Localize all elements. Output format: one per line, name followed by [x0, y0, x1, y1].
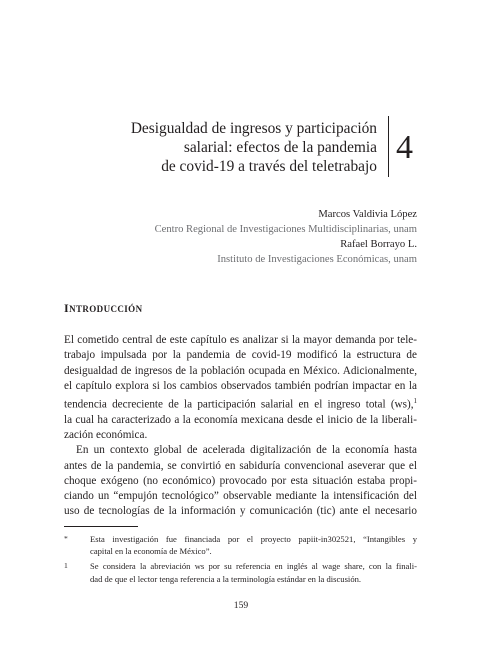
footnote-item	[64, 533, 417, 557]
body-line: choque exógeno (no económico) provocado por esta situación estaba propi-	[64, 474, 417, 487]
page-number: 159	[233, 600, 249, 611]
footnote-line: capital en la economía de México”.	[90, 546, 212, 557]
chapter-title-line-3: de covid-19 a través del teletrabajo	[161, 158, 377, 175]
body-line: la cual ha caracterizado a la economía mexicana desde el inicio de la liberali-	[64, 413, 417, 426]
body-text	[64, 333, 417, 520]
chapter-title-line-1: Desigualdad de ingresos y participación	[130, 120, 377, 137]
footnote-line: dad de que el lector tenga referencia a la terminología estándar en la discusión.	[90, 573, 362, 584]
footnote-line: Esta investigación fue financiada por el proyecto papiit-in302521, “Intangibles y	[90, 534, 417, 544]
body-line-with-footnote	[64, 394, 417, 413]
chapter-divider	[388, 116, 389, 177]
footnote-ref-1[interactable]: 1	[413, 397, 417, 405]
footnotes	[64, 533, 417, 588]
footnote-item	[64, 560, 417, 584]
body-line: El cometido central de este capítulo es analizar si la mayor demanda por tele-	[64, 334, 417, 346]
section-heading-rest: NTRODUCCIÓN	[69, 304, 143, 314]
author-name-1: Marcos Valdivia López	[318, 209, 417, 220]
author-name-2: Rafael Borrayo L.	[340, 239, 417, 250]
footnote-divider	[64, 526, 138, 527]
body-line: ciando un “empujón tecnológico” observable mediante la intensificación del	[64, 490, 417, 503]
section-heading	[64, 301, 142, 316]
body-line: uso de tecnologías de la información y comunicación (tic) ante el necesario	[64, 505, 417, 518]
body-line: En un contexto global de acelerada digitalización de la economía hasta	[76, 444, 417, 457]
footnote-mark: *	[64, 534, 68, 543]
chapter-title-line-2: salarial: efectos de la pandemia	[183, 139, 377, 156]
author-block	[57, 207, 417, 267]
body-line: trabajo impulsada por la pandemia de covid-19 modificó la estructura de	[64, 349, 417, 362]
body-line: desigualdad de ingresos de la población ocupada en México. Adicionalmente,	[64, 364, 417, 377]
chapter-title	[60, 119, 377, 176]
section-heading-initial: I	[64, 301, 70, 315]
chapter-number: 4	[396, 129, 413, 166]
author-affiliation-2: Instituto de Investigaciones Económicas, unam	[217, 254, 417, 265]
body-line: zación económica.	[64, 429, 148, 442]
footnote-mark: 1	[64, 561, 68, 571]
footnote-line: Se considera la abreviación ws por su referencia en inglés al wage share, con la finali-	[90, 561, 417, 572]
body-line-text: tendencia decreciente de la participación salarial en el ingreso total (ws),	[64, 398, 414, 411]
body-line: antes de la pandemia, se convirtió en sabiduría convencional aseverar que el	[64, 459, 417, 472]
body-line: el capítulo explora si los cambios observados también podrían impactar en la	[64, 379, 417, 392]
author-affiliation-1: Centro Regional de Investigaciones Multidisciplinarias, unam	[154, 224, 417, 235]
